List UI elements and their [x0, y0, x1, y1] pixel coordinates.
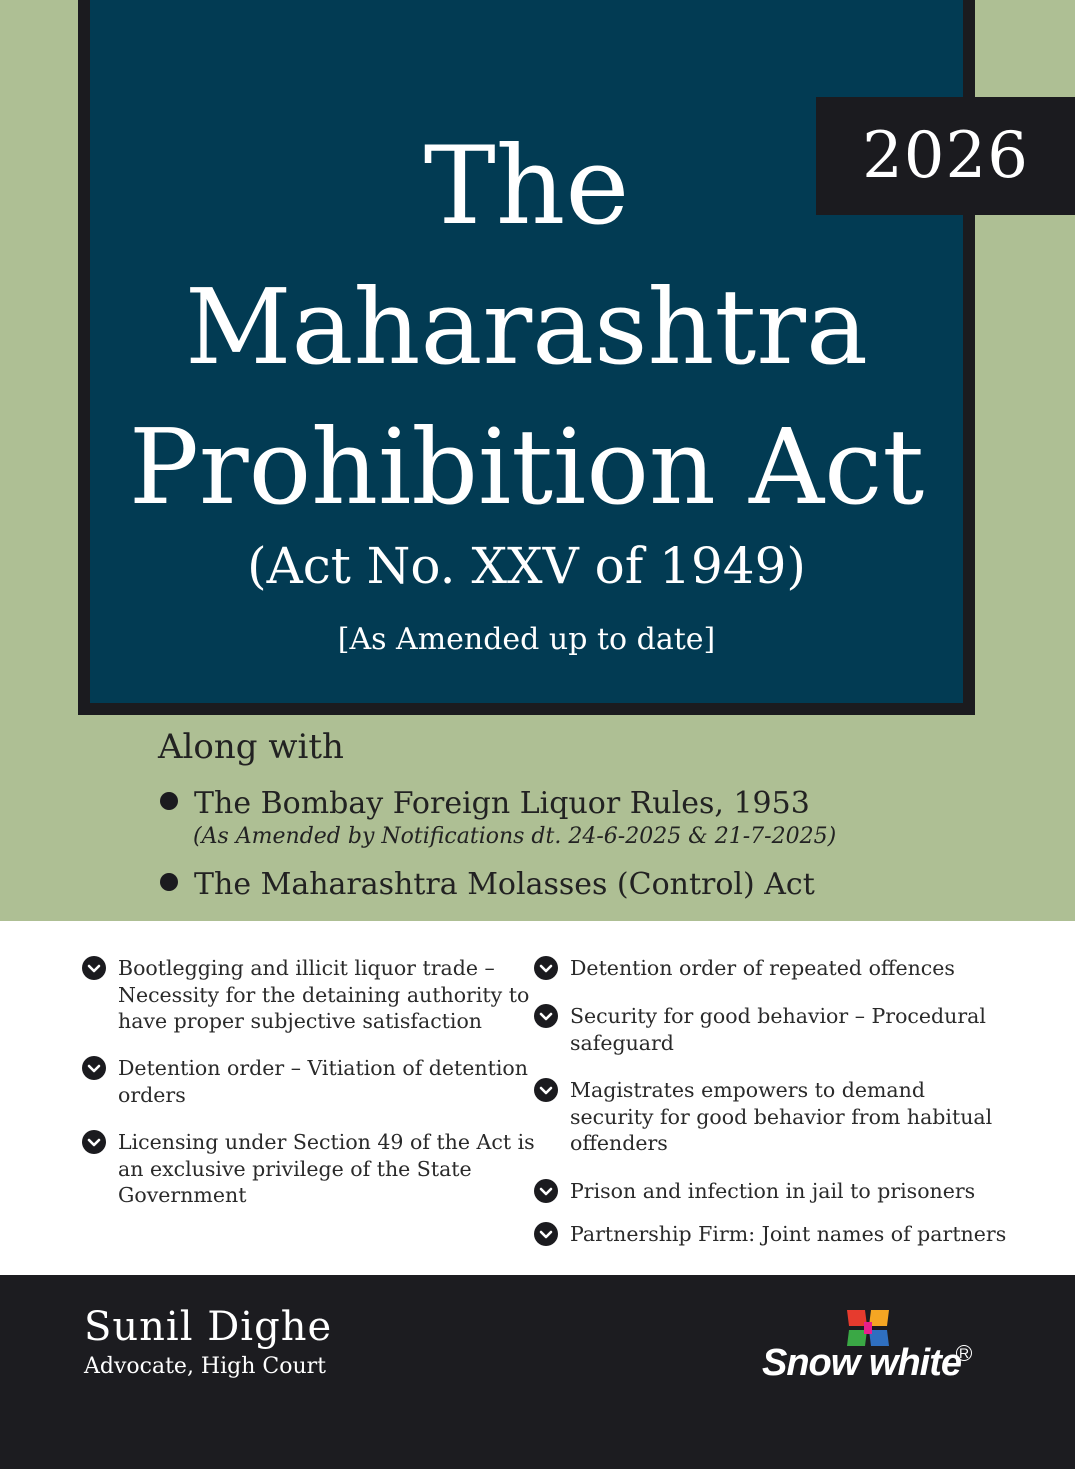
bullet-icon — [160, 792, 178, 810]
author-name: Sunil Dighe — [84, 1304, 333, 1350]
feature-line: Partnership Firm: Joint names of partners — [570, 1222, 1007, 1246]
feature-line: Detention order – Vitiation of detention — [118, 1056, 528, 1080]
along-with-item — [160, 786, 810, 821]
feature-line: Licensing under Section 49 of the Act is — [118, 1130, 535, 1154]
chevron-down-circle-icon — [82, 956, 106, 980]
feature-item — [570, 955, 955, 982]
feature-line: Security for good behavior – Procedural — [570, 1004, 986, 1028]
feature-item — [118, 1055, 528, 1108]
registered-mark: R — [956, 1345, 972, 1361]
chevron-down-circle-icon — [82, 1056, 106, 1080]
chevron-down-circle-icon — [534, 1004, 558, 1028]
feature-item — [570, 1178, 975, 1205]
feature-line: have proper subjective satisfaction — [118, 1009, 483, 1033]
feature-item — [570, 1077, 992, 1157]
author-role: Advocate, High Court — [84, 1354, 326, 1379]
along-with-item-label: The Bombay Foreign Liquor Rules, 1953 — [194, 786, 810, 821]
feature-item — [118, 1129, 535, 1209]
feature-line: Magistrates empowers to demand — [570, 1078, 925, 1102]
edition-year: 2026 — [816, 97, 1075, 215]
feature-line: offenders — [570, 1131, 668, 1155]
title-line-3: Prohibition Act — [128, 406, 925, 528]
chevron-down-circle-icon — [534, 1078, 558, 1102]
feature-line: Bootlegging and illicit liquor trade – — [118, 956, 495, 980]
along-with-item-label: The Maharashtra Molasses (Control) Act — [194, 867, 815, 902]
chevron-down-circle-icon — [82, 1130, 106, 1154]
along-with-item-note: (As Amended by Notifications dt. 24-6-2025 & 21-7-2025) — [193, 824, 837, 849]
feature-line: an exclusive privilege of the State — [118, 1156, 472, 1181]
feature-item — [570, 1003, 986, 1056]
chevron-down-circle-icon — [534, 956, 558, 980]
title-line-1: The — [423, 124, 630, 249]
feature-line: Detention order of repeated offences — [570, 956, 955, 980]
along-with-item — [160, 867, 815, 902]
feature-line: Government — [118, 1183, 247, 1207]
chevron-down-circle-icon — [534, 1179, 558, 1203]
chevron-down-circle-icon — [534, 1222, 558, 1246]
feature-item — [570, 1221, 1006, 1248]
publisher-name: Snow white — [762, 1342, 961, 1384]
feature-item — [118, 955, 529, 1035]
feature-line: orders — [118, 1082, 186, 1107]
amended-note: [As Amended up to date] — [337, 622, 716, 657]
feature-line: security for good behavior from habitual — [570, 1104, 993, 1129]
along-with-heading: Along with — [158, 727, 344, 767]
title-line-2: Maharashtra — [184, 266, 869, 388]
feature-line: Prison and infection in jail to prisoners — [570, 1179, 976, 1203]
act-number: (Act No. XXV of 1949) — [247, 537, 806, 595]
bullet-icon — [160, 873, 178, 891]
feature-line: Necessity for the detaining authority to — [118, 982, 530, 1007]
feature-line: safeguard — [570, 1030, 674, 1055]
